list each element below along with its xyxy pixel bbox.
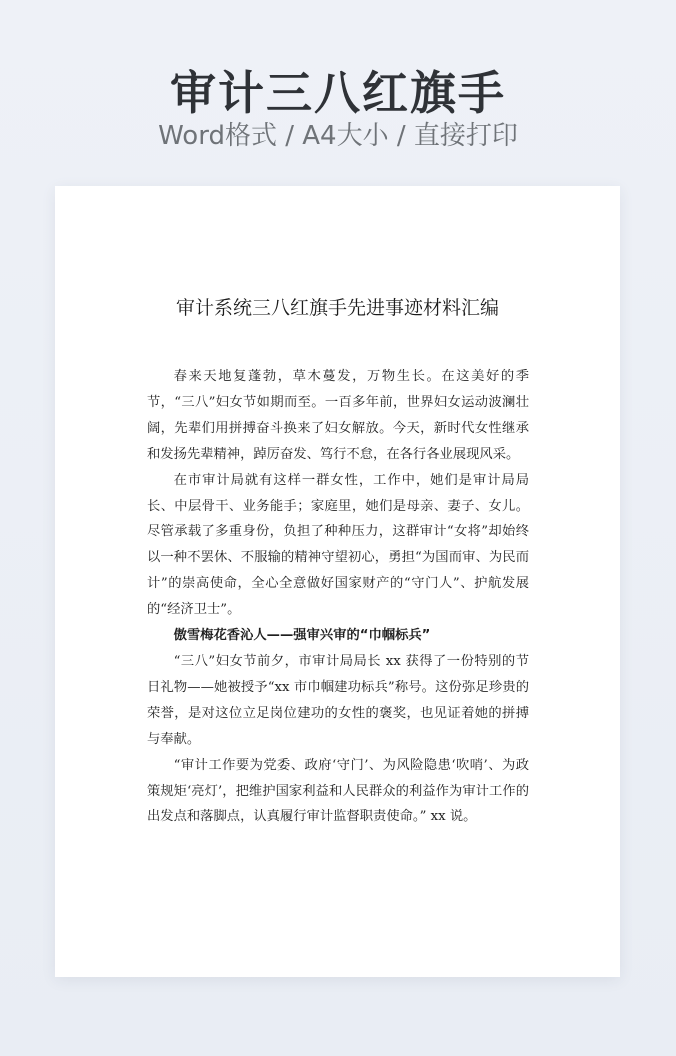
document-title: 审计系统三八红旗手先进事迹材料汇编 — [175, 297, 499, 319]
body-paragraph: 在市审计局就有这样一群女性，工作中，她们是审计局局长、中层骨干、业务能手；家庭里，她们是母亲、妻子、女儿。尽管承载了多重身份，负担了种种压力，这群审计“女将”却始终以一种不罢休、不服输的精神守望初心，勇担“为国而审、为民而计”的崇高使命，全心全意做好国家财产的“守门人”、护航发展的“经济卫士”。 — [147, 472, 529, 618]
section-heading: 傲雪梅花香沁人——强审兴审的“巾帼标兵” — [173, 628, 431, 644]
document-page — [55, 186, 620, 977]
page-subtitle: Word格式 / A4大小 / 直接打印 — [158, 121, 518, 151]
body-paragraph: “三八”妇女节前夕，市审计局局长 xx 获得了一份特别的节日礼物——她被授予“xx 市巾帼建功标兵”称号。这份弥足珍贵的荣誉，是对这位立足岗位建功的女性的褒奖，也见证着她的拼搏与奉献。 — [147, 653, 529, 747]
body-paragraph: “审计工作要为党委、政府‘守门’、为风险隐患‘吹哨’、为政策规矩‘亮灯’，把维护国家利益和人民群众的利益作为审计工作的出发点和落脚点，认真履行审计监督职责使命。” xx 说。 — [147, 757, 529, 825]
document-body — [147, 364, 529, 830]
body-paragraph: 春来天地复蓬勃，草木蔓发，万物生长。在这美好的季节，“三八”妇女节如期而至。一百多年前，世界妇女运动波澜壮阔，先辈们用拼搏奋斗换来了妇女解放。今天，新时代女性继承和发扬先辈精神，踔厉奋发、笃行不怠，在各行各业展现风采。 — [147, 369, 529, 462]
page-title: 审计三八红旗手 — [170, 66, 506, 120]
